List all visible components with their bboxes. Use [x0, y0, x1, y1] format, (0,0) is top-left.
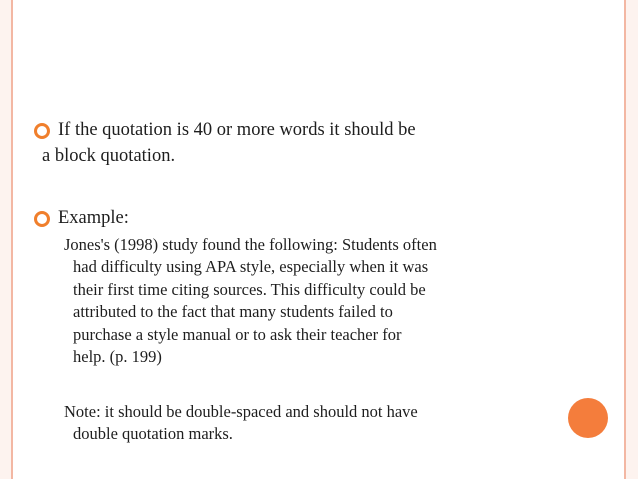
bullet-text-line: If the quotation is 40 or more words it should be	[58, 120, 416, 140]
bullet-text-line: a block quotation.	[42, 146, 176, 166]
quote-line: purchase a style manual or to ask their teacher for	[73, 324, 402, 344]
note-line: double quotation marks.	[73, 424, 233, 444]
quote-line: Jones's (1998) study found the following: Students often	[64, 235, 437, 254]
bullet-item-block-quotation-rule	[34, 117, 544, 169]
formatting-note	[64, 401, 554, 446]
quote-line: their first time citing sources. This difficulty could be	[73, 279, 426, 299]
quote-line: attributed to the fact that many students failed to	[73, 302, 393, 322]
quote-line: help. (p. 199)	[73, 347, 162, 367]
right-border-line	[624, 0, 626, 479]
hollow-circle-bullet-icon	[34, 123, 50, 139]
orange-circle-decoration	[568, 398, 608, 438]
note-line: Note: it should be double-spaced and should not have	[64, 402, 418, 421]
bullet-text-line: Example:	[58, 208, 129, 228]
bullet-item-example	[34, 205, 544, 231]
block-quotation-example	[64, 234, 554, 368]
quote-line: had difficulty using APA style, especially when it was	[73, 257, 429, 277]
left-border-line	[11, 0, 13, 479]
hollow-circle-bullet-icon	[34, 211, 50, 227]
